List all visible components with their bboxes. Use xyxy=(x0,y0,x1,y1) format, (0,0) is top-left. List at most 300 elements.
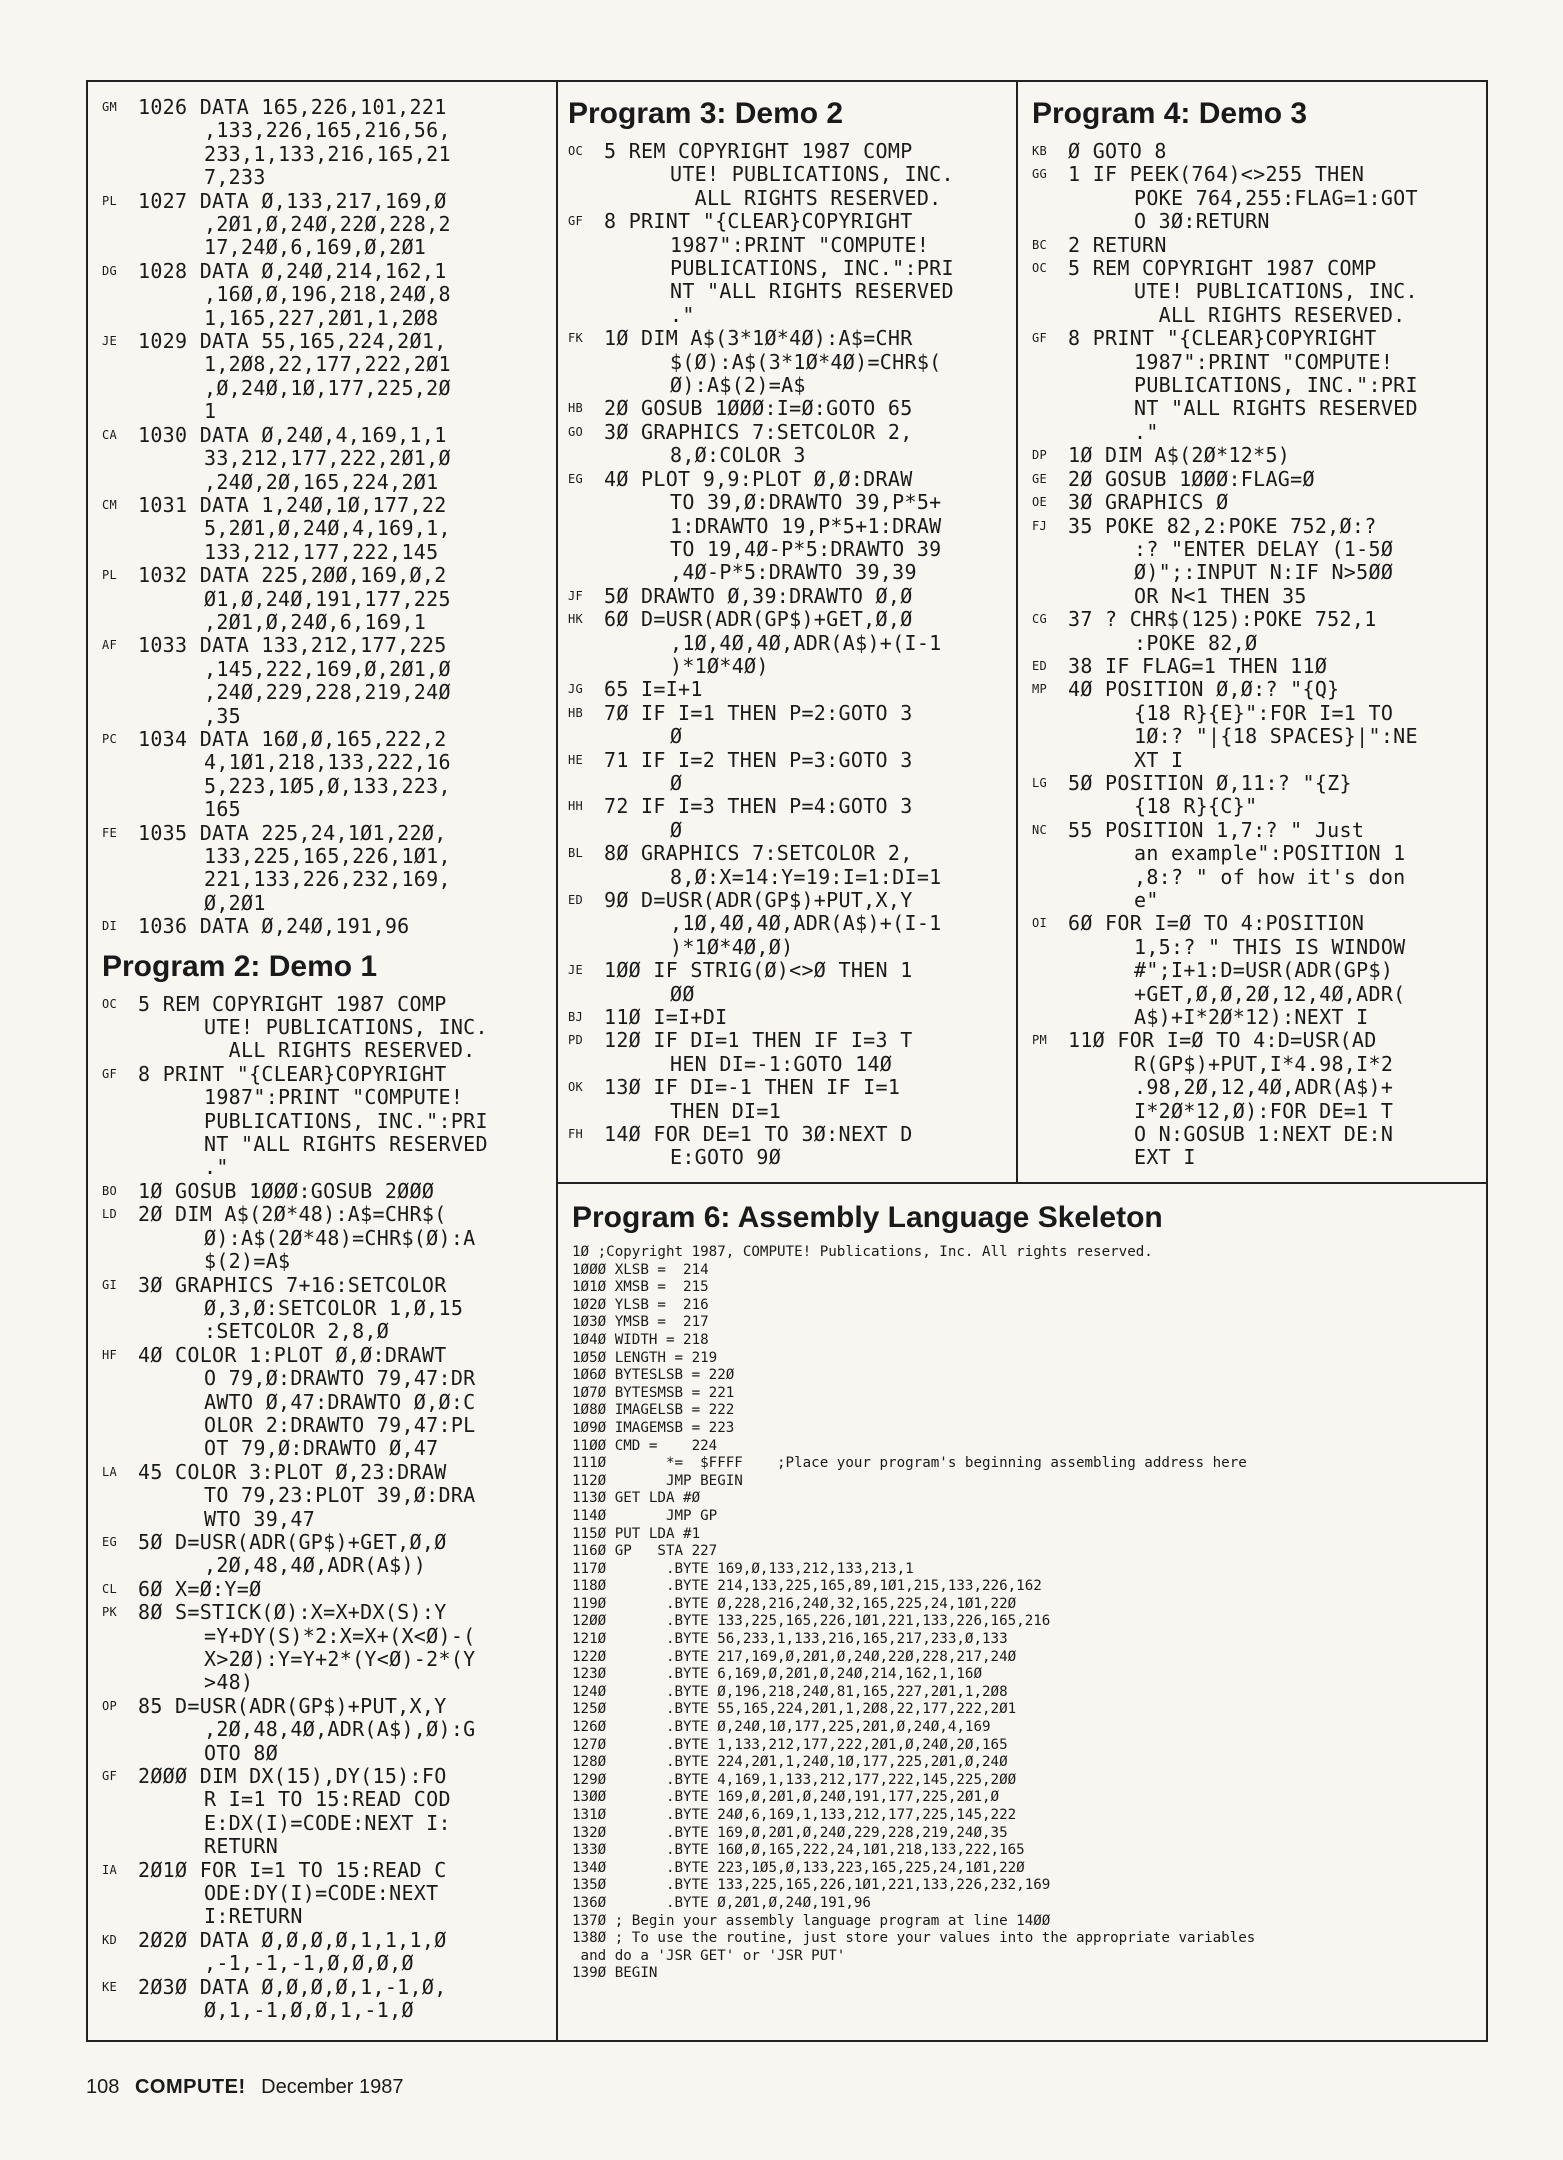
checksum: PD xyxy=(568,1033,584,1048)
line-number: 12Ø xyxy=(604,1028,654,1053)
code-text: Ø xyxy=(670,817,683,842)
line-number: 2Ø1Ø xyxy=(138,1857,200,1882)
code-text: #";I+1:D=USR(ADR(GP$) xyxy=(1134,958,1394,983)
code-line xyxy=(102,190,552,213)
code-text: GRAPHICS 7+16:SETCOLOR xyxy=(175,1272,447,1297)
code-line xyxy=(568,397,1012,420)
code-line xyxy=(102,564,552,587)
code-text: DATA Ø,24Ø,214,162,1 xyxy=(199,258,447,283)
code-line xyxy=(568,1006,1012,1029)
line-number: 6Ø xyxy=(604,607,642,632)
code-text: THEN DI=1 xyxy=(670,1098,782,1123)
code-text: {18 R}{C}" xyxy=(1134,794,1258,819)
checksum: LG xyxy=(1032,775,1048,790)
checksum: GI xyxy=(102,1277,118,1292)
assembly-line: 124Ø .BYTE Ø,196,218,24Ø,81,165,227,2Ø1,1,2Ø8 xyxy=(572,1683,1008,1700)
code-line xyxy=(102,260,552,283)
code-text: OTO 8Ø xyxy=(204,1740,279,1765)
checksum: EG xyxy=(102,1534,118,1549)
code-line-continuation xyxy=(102,1414,552,1437)
code-line-continuation xyxy=(1032,936,1484,959)
code-line xyxy=(102,1274,552,1297)
code-line xyxy=(568,1076,1012,1099)
line-number: 11Ø xyxy=(1068,1028,1118,1053)
line-number: 1036 xyxy=(138,914,200,939)
code-line-continuation xyxy=(568,444,1012,467)
code-text: ,Ø,24Ø,1Ø,177,225,2Ø xyxy=(204,375,451,400)
code-line xyxy=(102,1578,552,1601)
code-text: 17,24Ø,6,169,Ø,2Ø1 xyxy=(204,235,427,260)
checksum: PL xyxy=(102,193,118,208)
code-line xyxy=(1032,912,1484,935)
code-line-continuation xyxy=(568,374,1012,397)
code-line-continuation xyxy=(568,187,1012,210)
code-line-continuation xyxy=(568,936,1012,959)
assembly-line: 113Ø GET LDA #Ø xyxy=(572,1490,701,1507)
code-text: R(GP$)+PUT,I*4.98,I*2 xyxy=(1134,1051,1394,1076)
code-text: HEN DI=-1:GOTO 14Ø xyxy=(670,1051,893,1076)
code-text: 1987":PRINT "COMPUTE! xyxy=(670,232,930,257)
code-text: >48) xyxy=(204,1670,254,1695)
code-line-continuation xyxy=(102,1227,552,1250)
assembly-line: 136Ø .BYTE Ø,2Ø1,Ø,24Ø,191,96 xyxy=(572,1894,871,1911)
line-number: 1027 xyxy=(138,188,200,213)
code-line-continuation xyxy=(102,1250,552,1273)
program6-title: Program 6: Assembly Language Skeleton xyxy=(572,1201,1163,1234)
code-text: ALL RIGHTS RESERVED. xyxy=(204,1038,476,1063)
code-text: DATA 16Ø,Ø,165,222,2 xyxy=(199,726,447,751)
program4-title: Program 4: Demo 3 xyxy=(1032,97,1308,130)
assembly-line: 116Ø GP STA 227 xyxy=(572,1543,718,1560)
code-text: DATA Ø,24Ø,4,169,1,1 xyxy=(199,422,447,447)
code-text: PUBLICATIONS, INC.":PRI xyxy=(204,1108,488,1133)
code-line-continuation xyxy=(102,447,552,470)
code-text: 7,233 xyxy=(204,165,266,190)
code-text: ,1Ø,4Ø,4Ø,ADR(A$)+(I-1 xyxy=(670,630,942,655)
checksum: GG xyxy=(1032,167,1048,182)
line-number: 5Ø xyxy=(1068,770,1106,795)
code-text: WTO 39,47 xyxy=(204,1506,316,1531)
code-text: OR N<1 THEN 35 xyxy=(1134,583,1307,608)
page-number: 108 xyxy=(86,2076,120,2098)
code-text: FOR I=1 TO 15:READ C xyxy=(199,1857,447,1882)
code-line xyxy=(1032,444,1484,467)
checksum: KB xyxy=(1032,144,1048,158)
code-line-continuation xyxy=(1032,889,1484,912)
line-number: 13Ø xyxy=(604,1075,654,1100)
code-text: UTE! PUBLICATIONS, INC. xyxy=(1134,279,1418,304)
code-line-continuation xyxy=(102,1554,552,1577)
code-text: ,24Ø,2Ø,165,224,2Ø1 xyxy=(204,469,439,494)
code-line xyxy=(1032,327,1484,350)
code-line xyxy=(1032,257,1484,280)
column-program1-data xyxy=(102,96,552,2036)
checksum: FE xyxy=(102,825,118,840)
checksum: HK xyxy=(568,612,584,627)
line-number: 2Ø xyxy=(138,1202,176,1227)
checksum: DP xyxy=(1032,448,1048,463)
code-text: REM COPYRIGHT 1987 COMP xyxy=(162,991,447,1016)
line-number: 1 xyxy=(1068,162,1093,187)
code-line-continuation xyxy=(102,1391,552,1414)
code-text: RETURN xyxy=(1092,232,1167,257)
code-text: ,35 xyxy=(204,703,242,728)
checksum: GF xyxy=(568,214,584,229)
code-text: ? CHR$(125):POKE 752,1 xyxy=(1105,607,1377,632)
code-text: DATA Ø,133,217,169,Ø xyxy=(199,188,447,213)
code-line-continuation xyxy=(1032,585,1484,608)
code-text: GOSUB 1ØØØ:GOSUB 2ØØØ xyxy=(175,1178,435,1203)
checksum: FH xyxy=(568,1127,584,1142)
code-line-continuation xyxy=(102,471,552,494)
code-text: ,2Ø1,Ø,24Ø,6,169,1 xyxy=(204,609,427,634)
code-line-continuation xyxy=(1032,1123,1484,1146)
code-line xyxy=(102,822,552,845)
code-text: 1,165,227,2Ø1,1,2Ø8 xyxy=(204,305,439,330)
code-line xyxy=(102,1063,552,1086)
checksum: HB xyxy=(568,401,584,416)
line-number: 65 xyxy=(604,677,642,702)
code-text: )*1Ø*4Ø,Ø) xyxy=(670,934,794,959)
code-line-continuation xyxy=(102,1835,552,1858)
checksum: OC xyxy=(102,996,118,1011)
code-line xyxy=(1032,819,1484,842)
code-text: 1987":PRINT "COMPUTE! xyxy=(1134,349,1394,374)
code-text: E:GOTO 9Ø xyxy=(670,1145,782,1170)
section-divider xyxy=(556,1182,1488,1184)
code-text: R I=1 TO 15:READ COD xyxy=(204,1787,451,1812)
code-line xyxy=(568,702,1012,725)
code-text: FOR I=Ø TO 4:POSITION xyxy=(1105,911,1365,936)
line-number: 45 xyxy=(138,1459,176,1484)
assembly-line: 114Ø JMP GP xyxy=(572,1507,718,1524)
program1-listing xyxy=(102,96,552,939)
code-line-continuation xyxy=(568,772,1012,795)
line-number: 1031 xyxy=(138,492,200,517)
checksum: JE xyxy=(102,334,118,349)
code-line-continuation xyxy=(1032,187,1484,210)
code-line-continuation xyxy=(102,588,552,611)
assembly-line: 126Ø .BYTE Ø,24Ø,1Ø,177,225,2Ø1,Ø,24Ø,4,169 xyxy=(572,1719,991,1736)
code-text: ODE:DY(I)=CODE:NEXT xyxy=(204,1881,439,1906)
code-text: E:DX(I)=CODE:NEXT I: xyxy=(204,1810,451,1835)
code-text: D=USR(ADR(GP$)+PUT,X,Y xyxy=(175,1693,447,1718)
code-line-continuation xyxy=(568,866,1012,889)
code-text: I=I+1 xyxy=(641,677,703,702)
code-text: an example":POSITION 1 xyxy=(1134,841,1406,866)
code-text: POSITION 1,7:? " Just xyxy=(1105,817,1365,842)
code-line-continuation xyxy=(102,1320,552,1343)
code-text: 5,2Ø1,Ø,24Ø,4,169,1, xyxy=(204,516,451,541)
code-text: D=USR(ADR(GP$)+PUT,X,Y xyxy=(641,888,913,912)
code-line xyxy=(568,327,1012,350)
code-line xyxy=(568,1123,1012,1146)
code-line xyxy=(102,634,552,657)
code-text: ." xyxy=(1134,419,1159,444)
code-text: PUBLICATIONS, INC.":PRI xyxy=(1134,373,1418,398)
code-line-continuation xyxy=(102,1788,552,1811)
code-line-continuation xyxy=(1032,561,1484,584)
code-line-continuation xyxy=(102,213,552,236)
checksum: ED xyxy=(1032,658,1048,673)
code-line-continuation xyxy=(102,751,552,774)
code-line-continuation xyxy=(102,1156,552,1179)
line-number: 85 xyxy=(138,1693,176,1718)
code-text: PRINT "{CLEAR}COPYRIGHT xyxy=(628,209,913,234)
code-text: S=STICK(Ø):X=X+DX(S):Y xyxy=(175,1600,447,1625)
assembly-line: 1Ø3Ø YMSB = 217 xyxy=(572,1314,709,1331)
code-line-continuation xyxy=(102,353,552,376)
assembly-line: 137Ø ; Begin your assembly language program at line 14ØØ xyxy=(572,1912,1051,1929)
code-line xyxy=(102,96,552,119)
code-line-continuation xyxy=(102,1508,552,1531)
code-line xyxy=(102,1601,552,1624)
code-text: AWTO Ø,47:DRAWTO Ø,Ø:C xyxy=(204,1389,476,1414)
code-line xyxy=(568,210,1012,233)
code-line-continuation xyxy=(102,1484,552,1507)
code-text: COLOR 1:PLOT Ø,Ø:DRAWT xyxy=(175,1342,447,1367)
code-line xyxy=(102,728,552,751)
code-line-continuation xyxy=(102,892,552,915)
code-line xyxy=(102,1344,552,1367)
code-text: 165 xyxy=(204,797,242,822)
code-line-continuation xyxy=(568,351,1012,374)
code-line xyxy=(1032,678,1484,701)
code-line xyxy=(568,585,1012,608)
program2-title: Program 2: Demo 1 xyxy=(102,949,378,983)
code-text: e" xyxy=(1134,888,1159,912)
line-number: 8 xyxy=(1068,326,1093,351)
code-text: IF PEEK(764)<>255 THEN xyxy=(1092,162,1365,187)
code-text: {18 R}{E}":FOR I=1 TO xyxy=(1134,700,1394,725)
code-line-continuation xyxy=(568,819,1012,842)
code-text: GRAPHICS Ø xyxy=(1105,490,1229,515)
code-line-continuation xyxy=(102,283,552,306)
line-number: 1028 xyxy=(138,258,200,283)
assembly-line: 1Ø2Ø YLSB = 216 xyxy=(572,1296,709,1313)
code-line-continuation xyxy=(568,632,1012,655)
code-line xyxy=(1032,515,1484,538)
code-line-continuation xyxy=(102,143,552,166)
assembly-line: 111Ø *= $FFFF ;Place your program's beginning assembling address here xyxy=(572,1455,1247,1472)
code-text: ,2Ø,48,4Ø,ADR(A$)) xyxy=(204,1553,427,1578)
code-line xyxy=(102,1765,552,1788)
code-line-continuation xyxy=(102,681,552,704)
code-text: RETURN xyxy=(204,1834,279,1859)
code-text: 33,212,177,222,2Ø1,Ø xyxy=(204,446,451,471)
checksum: GM xyxy=(102,100,118,114)
program3-listing xyxy=(568,140,1012,1170)
checksum: HE xyxy=(568,752,584,767)
code-text: DATA 225,2ØØ,169,Ø,2 xyxy=(199,563,447,588)
code-text: EXT I xyxy=(1134,1145,1196,1170)
assembly-line: 139Ø BEGIN xyxy=(572,1965,658,1982)
code-line xyxy=(1032,772,1484,795)
assembly-line: 122Ø .BYTE 217,169,Ø,2Ø1,Ø,24Ø,22Ø,228,217,24Ø xyxy=(572,1648,1017,1665)
assembly-line: 135Ø .BYTE 133,225,165,226,1Ø1,221,133,226,232,169 xyxy=(572,1877,1051,1894)
line-number: 4Ø xyxy=(138,1342,176,1367)
code-line-continuation xyxy=(102,541,552,564)
code-line-continuation xyxy=(102,705,552,728)
code-line-continuation xyxy=(102,236,552,259)
checksum: HH xyxy=(568,799,584,814)
code-line xyxy=(568,749,1012,772)
code-line-continuation xyxy=(568,1100,1012,1123)
code-text: 8,Ø:COLOR 3 xyxy=(670,443,806,468)
code-line-continuation xyxy=(1032,374,1484,397)
code-text: 5,223,1Ø5,Ø,133,223, xyxy=(204,773,451,798)
assembly-line: 1Ø8Ø IMAGELSB = 222 xyxy=(572,1402,735,1419)
code-line xyxy=(102,915,552,938)
code-line-continuation xyxy=(102,798,552,821)
checksum: OC xyxy=(1032,261,1048,276)
code-text: IF I=1 THEN P=2:GOTO 3 xyxy=(641,700,913,725)
code-text: DATA Ø,Ø,Ø,Ø,1,1,1,Ø xyxy=(199,1927,447,1952)
code-line-continuation xyxy=(1032,959,1484,982)
code-text: IF I=3 THEN P=4:GOTO 3 xyxy=(641,794,913,819)
code-text: X>2Ø):Y=Y+2*(Y<Ø)-2*(Y xyxy=(204,1647,476,1671)
code-text: PLOT 9,9:PLOT Ø,Ø:DRAW xyxy=(641,466,913,491)
code-text: UTE! PUBLICATIONS, INC. xyxy=(204,1015,488,1040)
assembly-line: 112Ø JMP BEGIN xyxy=(572,1472,743,1489)
code-line-continuation xyxy=(102,775,552,798)
code-line-continuation xyxy=(102,517,552,540)
assembly-line: 1Ø ;Copyright 1987, COMPUTE! Publications, Inc. All rights reserved. xyxy=(572,1244,1153,1260)
code-line-continuation xyxy=(568,725,1012,748)
checksum: HF xyxy=(102,1347,118,1362)
code-text: IF FLAG=1 THEN 11Ø xyxy=(1105,653,1328,678)
code-line-continuation xyxy=(102,658,552,681)
code-text: :POKE 82,Ø xyxy=(1134,630,1258,655)
code-line-continuation xyxy=(102,1999,552,2022)
line-number: 1035 xyxy=(138,820,200,845)
code-text: GOTO 8 xyxy=(1092,139,1167,163)
code-line-continuation xyxy=(1032,351,1484,374)
code-line xyxy=(568,842,1012,865)
code-line-continuation xyxy=(1032,397,1484,420)
line-number: 8 xyxy=(138,1061,163,1086)
magazine-name: COMPUTE! xyxy=(134,2076,246,2098)
line-number: 6Ø xyxy=(138,1576,176,1601)
code-text: GOSUB 1ØØØ:I=Ø:GOTO 65 xyxy=(641,396,913,421)
checksum: PK xyxy=(102,1605,118,1620)
code-line xyxy=(102,424,552,447)
checksum: BO xyxy=(102,1183,118,1198)
code-line-continuation xyxy=(568,234,1012,257)
code-text: ,145,222,169,Ø,2Ø1,Ø xyxy=(204,656,451,681)
code-line xyxy=(102,1461,552,1484)
code-line-continuation xyxy=(568,515,1012,538)
checksum: GF xyxy=(1032,331,1048,346)
code-line-continuation xyxy=(102,1905,552,1928)
code-text: POSITION Ø,Ø:? "{Q} xyxy=(1105,677,1340,702)
checksum: NC xyxy=(1032,822,1048,837)
assembly-line: 117Ø .BYTE 169,Ø,133,212,133,213,1 xyxy=(572,1560,914,1577)
code-line-continuation xyxy=(1032,421,1484,444)
code-text: PRINT "{CLEAR}COPYRIGHT xyxy=(162,1061,447,1086)
column-program3 xyxy=(568,86,1012,1180)
checksum: FK xyxy=(568,331,584,346)
code-line-continuation xyxy=(102,1086,552,1109)
code-line-continuation xyxy=(102,1016,552,1039)
code-line-continuation xyxy=(1032,1100,1484,1123)
code-text: O N:GOSUB 1:NEXT DE:N xyxy=(1134,1122,1394,1147)
code-text: NT "ALL RIGHTS RESERVED xyxy=(204,1132,488,1157)
checksum: KD xyxy=(102,1932,118,1947)
checksum: CM xyxy=(102,497,118,512)
code-line-continuation xyxy=(1032,725,1484,748)
code-line xyxy=(102,1531,552,1554)
code-line-continuation xyxy=(568,257,1012,280)
code-text: POSITION Ø,11:? "{Z} xyxy=(1105,770,1352,795)
checksum: EG xyxy=(568,471,584,486)
code-line xyxy=(568,889,1012,912)
line-number: 3Ø xyxy=(604,419,642,444)
line-number: 3Ø xyxy=(138,1272,176,1297)
code-text: :? "ENTER DELAY (1-5Ø xyxy=(1134,536,1394,561)
code-text: Ø):A$(2)=A$ xyxy=(670,373,806,398)
program3-title: Program 3: Demo 2 xyxy=(568,97,844,130)
code-line-continuation xyxy=(568,538,1012,561)
code-line-continuation xyxy=(102,1648,552,1671)
code-line xyxy=(102,1695,552,1718)
code-text: :SETCOLOR 2,8,Ø xyxy=(204,1319,390,1344)
code-line xyxy=(1032,608,1484,631)
code-line-continuation xyxy=(568,912,1012,935)
code-text: DATA 55,165,224,2Ø1, xyxy=(199,329,447,354)
assembly-line: 131Ø .BYTE 24Ø,6,169,1,133,212,177,225,145,222 xyxy=(572,1807,1017,1823)
code-line xyxy=(102,1180,552,1203)
code-text: Ø xyxy=(670,724,683,749)
code-text: DATA 133,212,177,225 xyxy=(199,633,447,658)
code-text: 8,Ø:X=14:Y=19:I=1:DI=1 xyxy=(670,864,942,889)
code-text: O 3Ø:RETURN xyxy=(1134,209,1270,234)
code-text: Ø1,Ø,24Ø,191,177,225 xyxy=(204,586,451,611)
code-line-continuation xyxy=(102,1952,552,1975)
code-line-continuation xyxy=(102,1039,552,1062)
assembly-line: 1ØØØ XLSB = 214 xyxy=(572,1261,709,1278)
code-line xyxy=(102,1976,552,1999)
checksum: GO xyxy=(568,424,584,439)
code-text: IF DI=-1 THEN IF I=1 xyxy=(653,1075,901,1100)
code-text: D=USR(ADR(GP$)+GET,Ø,Ø xyxy=(175,1529,447,1554)
code-line-continuation xyxy=(102,1812,552,1835)
checksum: ED xyxy=(568,893,584,907)
checksum: AF xyxy=(102,638,118,653)
code-text: FOR I=Ø TO 4:D=USR(AD xyxy=(1117,1028,1377,1053)
page-footer xyxy=(86,2076,403,2099)
code-text: POKE 82,2:POKE 752,Ø:? xyxy=(1105,513,1377,538)
line-number: 14Ø xyxy=(604,1122,654,1147)
code-line-continuation xyxy=(1032,1006,1484,1029)
assembly-line: 1Ø7Ø BYTESMSB = 221 xyxy=(572,1384,735,1401)
line-number: 1Ø xyxy=(1068,443,1106,468)
code-text: ,2Ø,48,4Ø,ADR(A$),Ø):G xyxy=(204,1717,476,1742)
line-number: 2Ø2Ø xyxy=(138,1927,200,1952)
code-line xyxy=(1032,163,1484,186)
code-text: 1 xyxy=(204,399,217,424)
assembly-line: 1Ø1Ø XMSB = 215 xyxy=(572,1279,709,1296)
code-text: IF I=2 THEN P=3:GOTO 3 xyxy=(641,747,913,772)
code-text: FOR DE=1 TO 3Ø:NEXT D xyxy=(653,1122,913,1147)
line-number: Ø xyxy=(1068,139,1093,163)
code-text: 1,2Ø8,22,177,222,2Ø1 xyxy=(204,352,451,377)
code-text: DIM A$(2Ø*48):A$=CHR$( xyxy=(175,1202,447,1227)
checksum: BL xyxy=(568,846,584,861)
line-number: 1ØØ xyxy=(604,958,654,983)
code-text: 1987":PRINT "COMPUTE! xyxy=(204,1085,464,1110)
line-number: 1Ø xyxy=(604,326,642,351)
